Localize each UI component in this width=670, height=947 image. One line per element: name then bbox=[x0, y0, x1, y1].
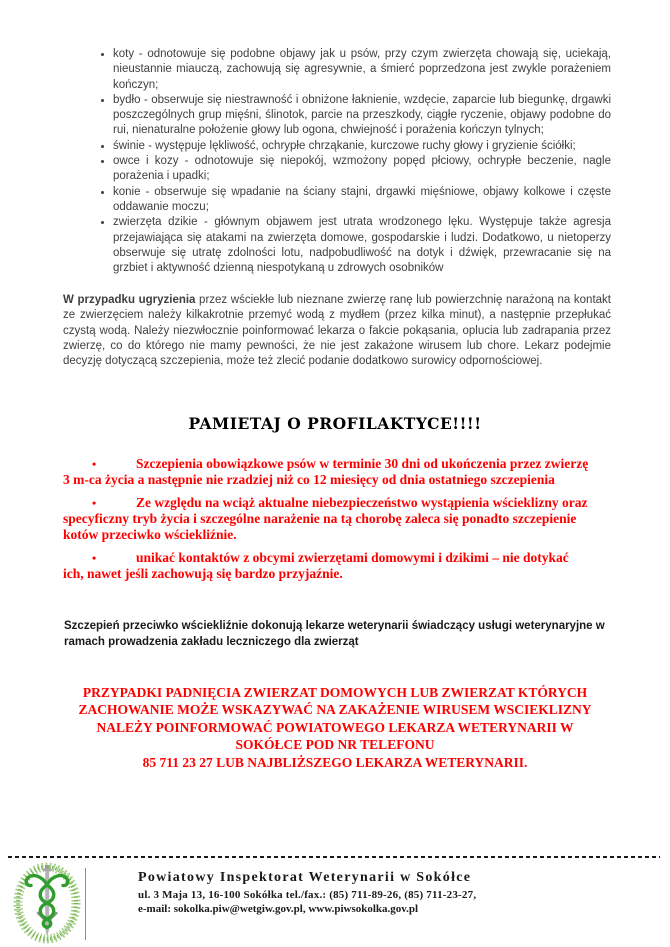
alert-line: SOKÓŁCE POD NR TELEFONU bbox=[235, 737, 435, 753]
prophylaxis-bullet-1 bbox=[63, 456, 591, 488]
list-item-konie: • konie - obserwuje się wpadanie na ściany stajni, drgawki mięśniowe, objawy kolkowe i częste oddawanie moczu; bbox=[113, 185, 611, 216]
alert-line: PRZYPADKI PADNIĘCIA ZWIERZAT DOMOWYCH LUB ZWIERZAT KTÓRYCH bbox=[82, 685, 588, 700]
prophylaxis-bullets bbox=[63, 456, 591, 589]
bullet-icon: • bbox=[92, 496, 97, 510]
list-item-zwierzeta-dzikie: • zwierzęta dzikie - głównym objawem jest utrata wrodzonego lęku. Występuje także agresja przejawiająca się atakami na zwierzęta domowe, gospodarskie i ludzi. Dodatkowo, u nietoperzy obserwuje się utratę zdolności lotu, nadpobudliwość na dotyk i dźwięk, przewracanie się na grzbiet i aktywność dzienną niespotykaną u zdrowych osobników bbox=[113, 215, 611, 276]
bullet-icon: • bbox=[92, 551, 97, 565]
list-item-owce-kozy: • owce i kozy - odnotowuje się niepokój, wzmożony popęd płciowy, ochrypłe beczenie, nagle porażenia i upadki; bbox=[113, 154, 611, 185]
list-item-bydlo: • bydło - obserwuje się niestrawność i obniżone łaknienie, wzdęcie, zaparcie lub biegunkę, drgawki poszczególnych grup mięśni, ślinotok, parcie na przeszkody, ciągłe ryczenie, objawy podobne do rui, nienaturalne położenie głowy lub ogona, chwiejność i porażenia kończyn tylnych; bbox=[113, 93, 611, 139]
list-item-koty: • koty - odnotowuje się podobne objawy jak u psów, przy czym zwierzęta chowają się, uciekają, nieustannie miauczą, zachowują się agresywnie, a śmierć poprzedzona jest zwykle porażeniem kończyn; bbox=[113, 47, 611, 93]
prophylaxis-bullet-2 bbox=[63, 495, 591, 543]
footer-vertical-divider bbox=[85, 868, 86, 940]
bullet-icon: • bbox=[92, 457, 97, 471]
alert-block bbox=[35, 684, 635, 771]
footer-address-line: ul. 3 Maja 13, 16-100 Sokółka tel./fax.: (85) 711-89-26, (85) 711-23-27, bbox=[138, 889, 477, 901]
prophylaxis-heading: PAMIETAJ O PROFILAKTYCE!!!! bbox=[188, 414, 482, 433]
prophylaxis-bullet-3 bbox=[63, 550, 591, 582]
bite-paragraph-body: przez wściekłe lub nieznane zwierzę ranę lub powierzchnię narażoną na kontakt ze zwierzęciem należy kilkakrotnie przemyć wodą z mydłem (przez kilka minut), a następnie przepłukać czystą wodą. Należy niezwłocznie poinformować lekarza o fakcie pokąsania, oplucia lub zadrapania przez zwierzę, co do którego nie mamy pewności, że nie jest zakażone wirusem lub chore. Lekarz podejmie decyzję dotyczącą szczepienia, może też zlecić podanie dodatkowo surowicy odpornościowej. bbox=[63, 294, 611, 368]
prophylaxis-bullet-1-text: Szczepienia obowiązkowe psów w terminie 30 dni od ukończenia przez zwierzę 3 m-ca życia a następnie nie rzadziej niż co 12 miesięcy od dnia ostatniego szczepienia bbox=[63, 456, 589, 487]
bite-paragraph bbox=[63, 293, 611, 369]
veterinary-caduceus-icon bbox=[12, 862, 82, 944]
prophylaxis-bullet-2-text: Ze względu na wciąż aktualne niebezpieczeństwo wystąpienia wścieklizny oraz specyficzny tryb życia i szczególne narażenie na tą chorobę zaleca się ponadto szczepienie kotów przeciwko wściekliźnie. bbox=[63, 495, 588, 542]
vaccination-note: Szczepień przeciwko wściekliźnie dokonują lekarze weterynarii świadczący usługi weterynaryjne w ramach prowadzenia zakładu leczniczego dla zwierząt bbox=[64, 620, 605, 648]
alert-line: 85 711 23 27 LUB NAJBLIŻSZEGO LEKARZA WETERYNARII. bbox=[142, 754, 528, 770]
prophylaxis-bullet-3-text: unikać kontaktów z obcymi zwierzętami domowymi i dzikimi – nie dotykać ich, nawet jeśli zachowują się bardzo przyjaźnie. bbox=[63, 550, 569, 581]
footer-org-name: Powiatowy Inspektorat Weterynarii w Sokółce bbox=[138, 870, 472, 885]
footer-dashed-divider bbox=[8, 856, 660, 858]
alert-line: NALEŻY POINFORMOWAĆ POWIATOWEGO LEKARZA WETERYNARII W bbox=[96, 719, 574, 735]
bite-paragraph-lead: W przypadku ugryzienia bbox=[63, 294, 196, 306]
footer-contact-line: e-mail: sokolka.piw@wetgiw.gov.pl, www.piwsokolka.gov.pl bbox=[138, 903, 419, 915]
symptoms-list bbox=[63, 47, 611, 276]
footer-contact-block bbox=[138, 869, 658, 916]
alert-line: ZACHOWANIE MOŻE WSKAZYWAĆ NA ZAKAŻENIE WIRUSEM WSCIEKLIZNY bbox=[78, 702, 592, 718]
list-item-swinie: • świnie - występuje lękliwość, ochrypłe chrząkanie, kurczowe ruchy głowy i gryzienie ściółki; bbox=[113, 139, 611, 154]
